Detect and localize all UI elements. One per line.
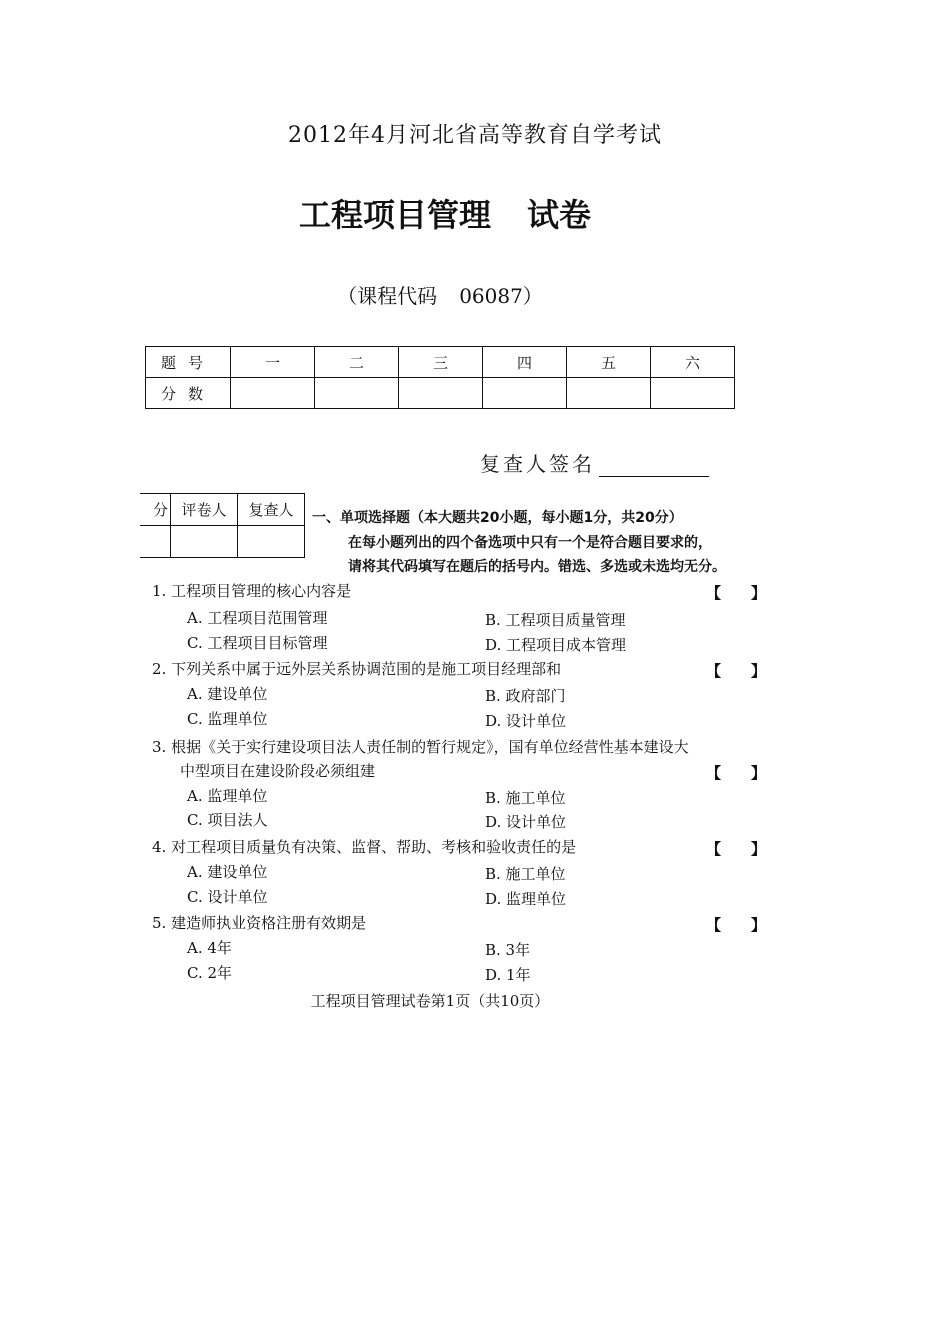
exam-title: 2012年4月河北省高等教育自学考试 — [288, 123, 662, 148]
question-stem: 5. 建造师执业资格注册有效期是 — [152, 914, 367, 932]
score-cell — [231, 378, 315, 409]
score-table-score-row — [146, 378, 735, 409]
course-code — [0, 280, 880, 309]
paper-title-suffix: 试卷 — [527, 196, 592, 234]
paper-title-subject: 工程项目管理 — [298, 196, 491, 234]
score-label: 分数 — [146, 378, 231, 409]
checker-label: 复查人 — [238, 494, 305, 526]
score-col-3: 三 — [399, 347, 483, 378]
score-col-5: 五 — [567, 347, 651, 378]
answer-bracket: 【 】 — [706, 764, 767, 782]
option-a: A. 监理单位 — [187, 787, 268, 805]
course-code-label: （课程代码 — [337, 284, 438, 308]
score-cell — [399, 378, 483, 409]
question-stem: 2. 下列关系中属于远外层关系协调范围的是施工项目经理部和 — [152, 660, 562, 678]
grader-table — [140, 493, 305, 558]
score-table-header-row — [146, 347, 735, 378]
score-table — [145, 346, 735, 409]
grader-cell — [238, 526, 305, 558]
reviewer-signature-label: 复查人签名 — [480, 452, 595, 476]
option-c: C. 监理单位 — [187, 710, 268, 728]
grader-header-row — [140, 494, 305, 526]
score-col-6: 六 — [651, 347, 735, 378]
option-a: A. 4年 — [187, 939, 232, 957]
question-number-label: 题号 — [146, 347, 231, 378]
score-col-4: 四 — [483, 347, 567, 378]
question-stem: 3. 根据《关于实行建设项目法人责任制的暂行规定》，国有单位经营性基本建设大 — [152, 738, 689, 756]
score-cell — [315, 378, 399, 409]
grader-cell — [140, 526, 171, 558]
option-c: C. 项目法人 — [187, 811, 268, 829]
signature-line — [599, 456, 709, 477]
option-b: B. 施工单位 — [485, 865, 566, 883]
question-stem-continued: 中型项目在建设阶段必须组建 — [180, 762, 376, 780]
grader-label: 评卷人 — [171, 494, 238, 526]
answer-bracket: 【 】 — [706, 662, 767, 680]
option-a: A. 建设单位 — [187, 863, 268, 881]
paper-title — [0, 190, 890, 236]
page-footer: 工程项目管理试卷第1页（共10页） — [310, 992, 550, 1010]
option-a: A. 建设单位 — [187, 685, 268, 703]
answer-bracket: 【 】 — [706, 840, 767, 858]
course-code-value: 06087） — [459, 284, 543, 308]
score-col-2: 二 — [315, 347, 399, 378]
score-col-1: 一 — [231, 347, 315, 378]
option-c: C. 工程项目目标管理 — [187, 634, 328, 652]
option-c: C. 设计单位 — [187, 888, 268, 906]
option-d: D. 设计单位 — [485, 712, 567, 730]
option-d: D. 1年 — [485, 966, 531, 984]
grader-value-row — [140, 526, 305, 558]
answer-bracket: 【 】 — [706, 584, 767, 602]
option-b: B. 政府部门 — [485, 687, 566, 705]
option-c: C. 2年 — [187, 964, 233, 982]
score-cell — [483, 378, 567, 409]
grader-cell — [171, 526, 238, 558]
option-a: A. 工程项目范围管理 — [187, 609, 328, 627]
score-cell — [567, 378, 651, 409]
option-b: B. 施工单位 — [485, 789, 566, 807]
question-stem: 1. 工程项目管理的核心内容是 — [152, 582, 352, 600]
option-b: B. 工程项目质量管理 — [485, 611, 626, 629]
score-cell — [651, 378, 735, 409]
option-d: D. 工程项目成本管理 — [485, 636, 627, 654]
answer-bracket: 【 】 — [706, 916, 767, 934]
option-d: D. 监理单位 — [485, 890, 567, 908]
option-d: D. 设计单位 — [485, 813, 567, 831]
grader-score-label: 分 — [140, 494, 171, 526]
option-b: B. 3年 — [485, 941, 531, 959]
section-heading: 一、单项选择题（本大题共20小题，每小题1分，共20分） — [312, 510, 683, 526]
section-instruction: 请将其代码填写在题后的括号内。错选、多选或未选均无分。 — [348, 559, 726, 575]
section-instruction: 在每小题列出的四个备选项中只有一个是符合题目要求的， — [348, 535, 712, 551]
question-stem: 4. 对工程项目质量负有决策、监督、帮助、考核和验收责任的是 — [152, 838, 577, 856]
reviewer-signature — [480, 448, 709, 477]
